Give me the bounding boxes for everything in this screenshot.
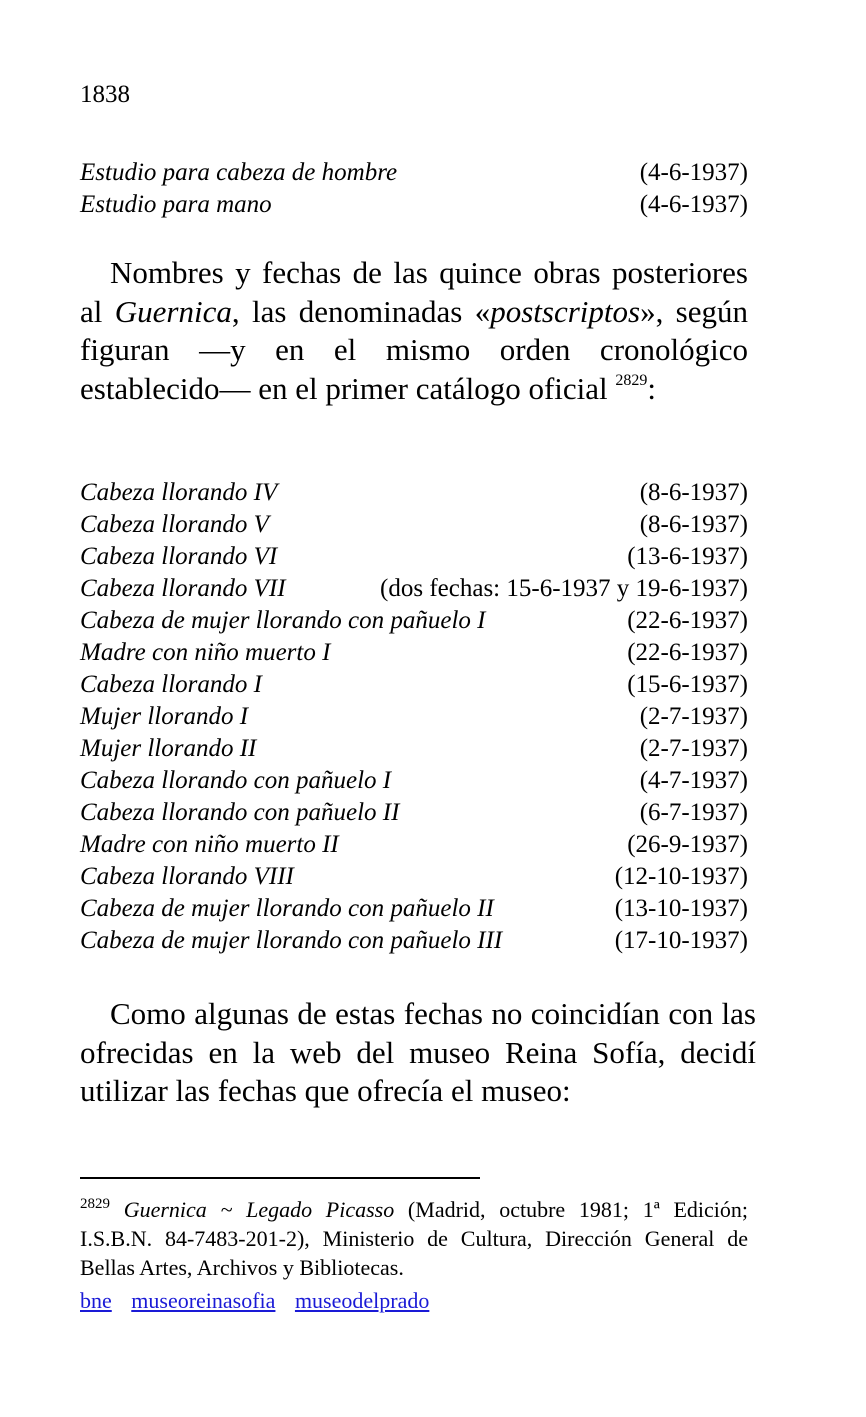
work-title: Cabeza llorando VIII	[80, 863, 294, 890]
list-item	[80, 541, 748, 573]
work-title: Mujer llorando II	[80, 735, 257, 762]
list-item	[80, 733, 748, 765]
list-item	[80, 861, 748, 893]
work-title: Cabeza de mujer llorando con pañuelo II	[80, 895, 494, 922]
work-date: (26-9-1937)	[627, 831, 748, 858]
work-title: Cabeza de mujer llorando con pañuelo III	[80, 927, 503, 954]
link-museodelprado[interactable]: museodelprado	[294, 1288, 430, 1313]
paragraph-text: , las denominadas «	[231, 293, 491, 329]
closing-paragraph: Como algunas de estas fechas no coincidían con las ofrecidas en la web del museo Reina Sofía, decidí utilizar las fechas que ofrecía el museo:	[80, 996, 756, 1108]
paragraph-italic-postscriptos: postscriptos	[490, 293, 641, 329]
list-item	[80, 477, 748, 509]
list-item	[80, 573, 748, 605]
footnote-title: Guernica ~ Legado Picasso	[123, 1197, 395, 1222]
footnote-divider	[80, 1177, 480, 1179]
list-item	[80, 925, 748, 957]
work-date: (2-7-1937)	[639, 735, 748, 762]
link-bne[interactable]: bne	[80, 1288, 112, 1313]
work-title: Cabeza de mujer llorando con pañuelo I	[80, 607, 486, 634]
paragraph-italic-guernica: Guernica	[114, 293, 232, 329]
paragraph-text: Nombres y fechas de las quince obras posteriores al	[80, 255, 748, 329]
work-title: Madre con niño muerto I	[80, 639, 331, 666]
work-date: (22-6-1937)	[627, 639, 748, 666]
intro-paragraph	[80, 254, 748, 408]
list-item	[80, 637, 748, 669]
work-title: Cabeza llorando IV	[80, 479, 278, 506]
work-date: (15-6-1937)	[627, 671, 748, 698]
work-title: Cabeza llorando VI	[80, 543, 278, 570]
list-item	[80, 765, 748, 797]
work-date: (4-6-1937)	[639, 191, 748, 218]
work-title: Estudio para cabeza de hombre	[80, 159, 398, 186]
list-item	[80, 829, 748, 861]
work-title: Estudio para mano	[80, 191, 272, 218]
list-item	[80, 669, 748, 701]
link-museoreinasofia[interactable]: museoreinasofia	[131, 1288, 276, 1313]
page-number: 1838	[80, 81, 130, 108]
list-item	[80, 893, 748, 925]
list-item	[80, 605, 748, 637]
paragraph-text: », según figuran —y en el mismo orden cronológico establecido— en el primer catálogo oficial	[80, 293, 749, 406]
work-date: (2-7-1937)	[639, 703, 748, 730]
list-item	[80, 701, 748, 733]
work-title: Madre con niño muerto II	[80, 831, 339, 858]
work-date: (8-6-1937)	[639, 479, 748, 506]
work-title: Cabeza llorando con pañuelo I	[80, 767, 392, 794]
postscripts-list	[80, 477, 748, 957]
work-title: Cabeza llorando VII	[80, 575, 286, 602]
work-date: (6-7-1937)	[639, 799, 748, 826]
link-bar	[80, 1286, 443, 1315]
work-date: (8-6-1937)	[639, 511, 748, 538]
work-date: (12-10-1937)	[614, 863, 748, 890]
work-date: (22-6-1937)	[627, 607, 748, 634]
work-date: (4-7-1937)	[639, 767, 748, 794]
work-title: Cabeza llorando I	[80, 671, 262, 698]
list-item	[80, 157, 748, 189]
paragraph-text: :	[647, 370, 657, 406]
work-date: (13-10-1937)	[614, 895, 748, 922]
studies-list	[80, 157, 748, 221]
list-item	[80, 509, 748, 541]
work-date: (4-6-1937)	[639, 159, 748, 186]
work-date: (17-10-1937)	[614, 927, 748, 954]
work-title: Cabeza llorando V	[80, 511, 269, 538]
footnote-number: 2829	[80, 1196, 110, 1212]
work-title: Mujer llorando I	[80, 703, 249, 730]
footnote	[80, 1195, 748, 1282]
footnote-text: (Madrid, octubre 1981; 1ª Edición; I.S.B.N. 84-7483-201-2), Ministerio de Cultura, Dirección General de Bellas Artes, Archivos y Bibliotecas.	[80, 1197, 749, 1280]
list-item	[80, 189, 748, 221]
list-item	[80, 797, 748, 829]
work-date: (dos fechas: 15-6-1937 y 19-6-1937)	[380, 575, 748, 602]
work-date: (13-6-1937)	[627, 543, 748, 570]
footnote-reference[interactable]: 2829	[615, 371, 648, 389]
work-title: Cabeza llorando con pañuelo II	[80, 799, 400, 826]
